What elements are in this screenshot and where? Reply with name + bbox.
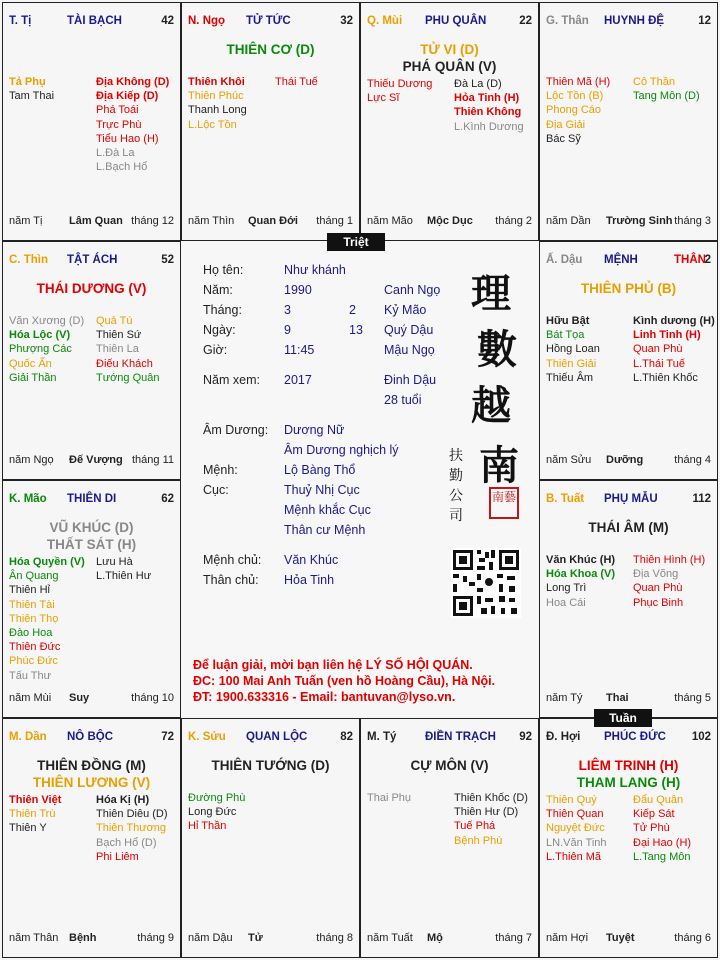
sub-char-1: 扶 (449, 448, 463, 464)
palace-branch: C. Thìn (9, 254, 48, 266)
minor-star: Quan Phù (633, 582, 683, 595)
palace-month: tháng 4 (674, 454, 711, 466)
minor-stars-left (367, 77, 432, 105)
palace-month: tháng 9 (137, 932, 174, 944)
main-stars (540, 280, 717, 297)
palace-mui (360, 2, 539, 241)
palace-header (546, 15, 711, 31)
minor-star: Nguyệt Đức (546, 822, 605, 835)
minor-star: Hồng Loan (546, 343, 600, 356)
palace-header (9, 731, 174, 747)
palace-branch: N. Ngọ (188, 15, 226, 27)
menh-label: Mệnh: (203, 463, 238, 477)
main-star: THIÊN TƯỚNG (D) (211, 758, 330, 773)
contact-address: ĐC: 100 Mai Anh Tuấn (ven hồ Hoàng Cầu), Hà Nội. (193, 674, 496, 688)
palace-age: 32 (340, 15, 353, 27)
minor-star: L.Thiên Khốc (633, 371, 698, 384)
red-seal: 南藝 (489, 487, 519, 519)
view-year-can-chi: Đinh Dậu (384, 373, 437, 387)
minor-star: Lưu Hà (96, 556, 133, 568)
am-duong-value: Dương Nữ (284, 423, 345, 437)
minor-stars-left (9, 314, 84, 385)
palace-month: tháng 2 (495, 215, 532, 227)
palace-footer (367, 215, 532, 229)
minor-star: Tuế Phá (454, 820, 496, 833)
view-year-value: 2017 (284, 373, 312, 387)
minor-star: Tang Môn (D) (633, 90, 700, 103)
palace-age: 52 (161, 254, 174, 266)
palace-age: 22 (519, 15, 532, 27)
minor-star: Hóa Kị (H) (96, 794, 150, 806)
contact-line-1: Để luận giải, mời bạn liên hệ LÝ SỐ HỘI QUÁN. (193, 658, 473, 672)
minor-star: Thanh Long (188, 104, 247, 117)
palace-age: 82 (340, 731, 353, 743)
cuc-note-2: Thân cư Mệnh (284, 523, 366, 537)
main-star: THÁI ÂM (M) (588, 520, 669, 535)
minor-stars-right (275, 75, 318, 89)
palace-header (9, 254, 174, 270)
palace-thin (2, 241, 181, 480)
minor-star: Thiếu Âm (546, 371, 594, 384)
palace-name: TẬT ÁCH (67, 254, 118, 266)
minor-star: Hỏa Tinh (H) (454, 92, 520, 105)
palace-year: năm Dậu (188, 932, 233, 944)
minor-stars-right (96, 793, 168, 864)
minor-star: Kình dương (H) (633, 315, 715, 327)
palace-suu (181, 718, 360, 958)
palace-month: tháng 8 (316, 932, 353, 944)
palace-dan (2, 718, 181, 958)
minor-star: L.Kình Dương (454, 120, 524, 133)
calligraphy-char-1: 理 (471, 270, 511, 317)
calligraphy-char-4: 南 (479, 442, 519, 489)
palace-year: năm Ngọ (9, 454, 54, 466)
than-marker: THÂN (674, 254, 706, 266)
palace-header (546, 731, 711, 747)
minor-star: Phục Binh (633, 596, 684, 609)
minor-star: Thiên Khôi (188, 76, 245, 88)
minor-star: Phúc Đức (9, 655, 58, 668)
minor-star: Tấu Thư (9, 669, 52, 682)
palace-year: năm Hợi (546, 932, 589, 944)
minor-star: Tả Phụ (9, 76, 46, 88)
life-stage: Lâm Quan (69, 215, 123, 227)
minor-star: Thiên Tài (9, 598, 55, 611)
palace-name: PHU QUÂN (425, 15, 487, 27)
palace-branch: G. Thân (546, 15, 589, 27)
minor-star: Thiên Quý (546, 794, 597, 806)
minor-stars-right (633, 553, 705, 610)
minor-star: Hỉ Thần (188, 820, 227, 833)
palace-branch: Q. Mùi (367, 15, 403, 27)
minor-star: Thiên Mã (H) (546, 76, 611, 88)
minor-stars-left (546, 314, 600, 385)
palace-header (188, 731, 353, 747)
minor-star: LN.Văn Tinh (546, 836, 607, 849)
palace-year: năm Dần (546, 215, 591, 227)
minor-stars-left (546, 793, 607, 864)
life-stage: Tuyệt (606, 932, 635, 944)
minor-stars-left (9, 555, 85, 683)
palace-header (9, 15, 174, 31)
minor-star: Thiên Hư (D) (454, 806, 519, 819)
minor-star: Thiên Hình (H) (633, 554, 706, 566)
minor-stars-right (96, 555, 151, 583)
life-stage: Quan Đới (248, 215, 298, 227)
minor-star: L.Đà La (96, 147, 135, 160)
palace-footer (546, 692, 711, 706)
day-lunar: 13 (349, 323, 363, 337)
palace-branch: K. Mão (9, 493, 47, 505)
main-star: VŨ KHÚC (D) (49, 520, 134, 535)
palace-footer (188, 932, 353, 946)
minor-star: Cô Thần (633, 76, 675, 88)
palace-age: 112 (692, 493, 711, 505)
palace-ty (360, 718, 539, 958)
palace-name: TỬ TỨC (246, 15, 291, 27)
palace-year: năm Mão (367, 215, 413, 227)
minor-star: Hóa Quyền (V) (9, 556, 85, 568)
minor-star: Bác Sỹ (546, 132, 581, 145)
minor-star: Quả Tú (96, 315, 133, 327)
year-can-chi: Canh Ngọ (384, 283, 441, 297)
life-stage: Mộc Dục (427, 215, 473, 227)
palace-month: tháng 5 (674, 692, 711, 704)
day-value: 9 (284, 323, 291, 337)
minor-stars-right (633, 314, 715, 385)
minor-star: Linh Tinh (H) (633, 329, 701, 342)
palace-name: HUYNH ĐỆ (604, 15, 665, 27)
minor-star: Giải Thần (9, 371, 57, 384)
palace-branch: Ấ. Dậu (546, 254, 583, 266)
year-value: 1990 (284, 283, 312, 297)
palace-month: tháng 1 (316, 215, 353, 227)
month-can-chi: Kỷ Mão (384, 303, 427, 317)
minor-star: Thiên Khốc (D) (454, 792, 528, 804)
minor-star: Địa Giải (546, 118, 586, 131)
life-stage: Đế Vượng (69, 454, 123, 466)
hour-can-chi: Mậu Ngọ (384, 343, 435, 357)
minor-star: Thái Tuế (275, 76, 318, 88)
life-stage: Dưỡng (606, 454, 644, 466)
minor-star: Hóa Lộc (V) (9, 329, 71, 342)
minor-star: Thiên Giải (546, 357, 597, 370)
palace-branch: Đ. Hợi (546, 731, 581, 743)
minor-star: Đại Hao (H) (633, 836, 692, 849)
minor-star: Điếu Khách (96, 357, 153, 370)
menh-chu-value: Văn Khúc (284, 553, 339, 567)
minor-star: Bát Tọa (546, 329, 585, 342)
palace-name: PHỤ MẪU (604, 493, 658, 505)
contact-info (193, 657, 533, 705)
minor-star: L.Thiên Hư (96, 570, 152, 583)
minor-star: Thiên Quan (546, 808, 604, 821)
minor-star: Phá Toái (96, 104, 139, 117)
main-star: THIÊN PHỦ (B) (580, 281, 677, 296)
palace-header (546, 254, 711, 270)
minor-stars-right (633, 793, 691, 864)
main-star: THIÊN LƯƠNG (V) (32, 775, 151, 790)
palace-ti (2, 2, 181, 241)
palace-year: năm Tị (9, 215, 43, 227)
palace-branch: T. Tị (9, 15, 32, 27)
palace-year: năm Tuất (367, 932, 413, 944)
month-value: 3 (284, 303, 291, 317)
hour-label: Giờ: (203, 343, 228, 357)
minor-star: Quan Phù (633, 343, 683, 356)
main-star: THIÊN CƠ (D) (226, 42, 315, 57)
palace-header (367, 15, 532, 31)
main-star: THIÊN ĐỒNG (M) (37, 758, 146, 773)
minor-star: Phi Liêm (96, 850, 139, 863)
year-label: Năm: (203, 283, 233, 297)
palace-month: tháng 7 (495, 932, 532, 944)
minor-stars-right (633, 75, 700, 103)
main-stars (540, 519, 717, 536)
minor-star: Tử Phù (633, 822, 670, 835)
minor-star: Địa Không (D) (96, 76, 170, 88)
minor-stars-right (454, 77, 524, 134)
minor-star: Địa Võng (633, 568, 679, 581)
minor-star: L.Bạch Hổ (96, 161, 148, 174)
life-stage: Trường Sinh (606, 215, 673, 227)
minor-star: Kiếp Sát (633, 808, 675, 821)
sub-char-3: 公 (449, 488, 463, 504)
minor-star: L.Tang Môn (633, 850, 691, 863)
minor-star: Địa Kiếp (D) (96, 90, 159, 103)
palace-month: tháng 6 (674, 932, 711, 944)
minor-star: L.Lộc Tồn (188, 118, 237, 131)
palace-tuat (539, 480, 718, 718)
name-value: Như khánh (284, 263, 346, 277)
main-star: PHÁ QUÂN (V) (402, 59, 497, 74)
minor-stars-left (9, 793, 61, 836)
minor-star: Văn Xương (D) (9, 315, 85, 327)
sub-char-4: 司 (449, 508, 463, 524)
palace-header (367, 731, 532, 747)
minor-star: L.Thái Tuế (633, 357, 685, 370)
palace-age: 12 (698, 15, 711, 27)
palace-age: 72 (161, 731, 174, 743)
minor-stars-left (9, 75, 54, 103)
life-stage: Thai (606, 692, 629, 704)
than-chu-label: Thân chủ: (203, 573, 259, 587)
palace-name: NÔ BỘC (67, 731, 113, 743)
minor-stars-right (96, 314, 160, 385)
main-star: THÁI DƯƠNG (V) (36, 281, 147, 296)
palace-month: tháng 12 (131, 215, 174, 227)
minor-star: Đẩu Quân (633, 794, 684, 806)
palace-branch: M. Tý (367, 731, 397, 743)
minor-star: Hữu Bật (546, 315, 590, 327)
minor-stars-right (96, 75, 169, 174)
minor-star: Long Đức (188, 806, 237, 819)
minor-star: Phượng Các (9, 343, 72, 356)
minor-star: Lộc Tồn (B) (546, 90, 604, 103)
main-stars (3, 519, 180, 553)
palace-age: 42 (161, 15, 174, 27)
minor-stars-left (367, 791, 411, 805)
main-stars (3, 280, 180, 297)
palace-footer (546, 932, 711, 946)
palace-dau (539, 241, 718, 480)
minor-star: Tiểu Hao (H) (96, 132, 159, 145)
palace-name: TÀI BẠCH (67, 15, 122, 27)
palace-than (539, 2, 718, 241)
minor-star: Thiên Không (454, 106, 522, 119)
month-lunar: 2 (349, 303, 356, 317)
minor-stars-left (188, 75, 247, 132)
minor-star: Thiên Thọ (9, 612, 59, 625)
palace-age: 62 (161, 493, 174, 505)
palace-footer (9, 454, 174, 468)
main-star: LIÊM TRINH (H) (578, 758, 679, 773)
palace-branch: K. Sửu (188, 731, 226, 743)
center-info-panel (181, 241, 539, 718)
life-stage: Tử (248, 932, 263, 944)
main-star: THẤT SÁT (H) (46, 537, 137, 552)
sub-char-2: 勤 (449, 468, 463, 484)
minor-star: Trực Phù (96, 118, 142, 131)
minor-star: Ân Quang (9, 570, 59, 583)
palace-branch: M. Dần (9, 731, 47, 743)
minor-star: Thiên Diêu (D) (96, 808, 168, 821)
main-stars (361, 757, 538, 774)
minor-stars-left (188, 791, 245, 834)
menh-value: Lộ Bàng Thổ (284, 463, 356, 477)
palace-footer (546, 454, 711, 468)
palace-branch: B. Tuất (546, 493, 585, 505)
palace-month: tháng 3 (674, 215, 711, 227)
minor-star: Thiên Trù (9, 808, 56, 821)
minor-stars-right (454, 791, 528, 848)
palace-hoi (539, 718, 718, 958)
minor-star: Thiên Sứ (96, 329, 142, 342)
minor-star: Thiên Đức (9, 641, 61, 654)
palace-footer (9, 932, 174, 946)
palace-year: năm Tý (546, 692, 583, 704)
am-duong-note: Âm Dương nghịch lý (284, 443, 399, 457)
minor-star: Bạch Hổ (D) (96, 836, 157, 849)
palace-ngo (181, 2, 360, 241)
am-duong-label: Âm Dương: (203, 423, 269, 437)
hour-value: 11:45 (284, 343, 315, 357)
minor-star: Thiên Hỉ (9, 584, 50, 597)
palace-year: năm Thân (9, 932, 59, 944)
minor-star: Phong Cáo (546, 104, 602, 117)
palace-name: MỆNH (604, 254, 638, 266)
minor-star: Lực Sĩ (367, 92, 400, 105)
minor-star: Thiên Thương (96, 822, 167, 835)
palace-mao (2, 480, 181, 718)
minor-star: Thiên Y (9, 822, 47, 835)
minor-star: Đào Hoa (9, 627, 53, 640)
main-stars (540, 757, 717, 791)
minor-star: Thiếu Dương (367, 78, 433, 90)
palace-footer (188, 215, 353, 229)
life-stage: Suy (69, 692, 90, 704)
palace-footer (367, 932, 532, 946)
main-star: CỰ MÔN (V) (410, 758, 489, 773)
main-stars (361, 41, 538, 75)
minor-star: Thai Phụ (367, 792, 412, 804)
palace-age: 2 (704, 254, 711, 266)
palace-header (188, 15, 353, 31)
day-can-chi: Quý Dậu (384, 323, 434, 337)
minor-star: Bệnh Phù (454, 834, 503, 847)
qr-code-icon (451, 548, 521, 618)
palace-age: 102 (691, 731, 711, 743)
triet-tag: Triệt (327, 233, 385, 251)
tuan-tag: Tuần (594, 709, 652, 727)
life-stage: Mộ (427, 932, 443, 944)
palace-footer (9, 215, 174, 229)
minor-star: Long Trì (546, 582, 587, 595)
main-star: TỬ VI (D) (420, 42, 479, 57)
cuc-label: Cục: (203, 483, 229, 497)
calligraphy-char-2: 數 (477, 326, 517, 373)
palace-name: THIÊN DI (67, 493, 117, 505)
view-year-label: Năm xem: (203, 373, 260, 387)
minor-star: Đà La (D) (454, 78, 502, 90)
cuc-note-1: Mệnh khắc Cục (284, 503, 371, 517)
cuc-value: Thuỷ Nhị Cục (284, 483, 360, 497)
main-star: THAM LANG (H) (576, 775, 681, 790)
minor-star: Hóa Khoa (V) (546, 568, 616, 581)
than-chu-value: Hỏa Tinh (284, 573, 335, 587)
palace-name: QUAN LỘC (246, 731, 308, 743)
minor-star: Đường Phù (188, 792, 246, 804)
palace-name: PHÚC ĐỨC (604, 731, 666, 743)
palace-year: năm Thìn (188, 215, 235, 227)
main-stars (3, 757, 180, 791)
palace-footer (546, 215, 711, 229)
palace-header (9, 493, 174, 509)
name-label: Họ tên: (203, 263, 244, 277)
minor-stars-left (546, 75, 610, 146)
age-value: 28 tuổi (384, 393, 422, 407)
minor-star: Thiên La (96, 343, 139, 356)
minor-star: Quốc Ấn (9, 357, 52, 370)
palace-header (546, 493, 711, 509)
palace-name: ĐIỀN TRẠCH (425, 731, 496, 743)
life-stage: Bệnh (69, 932, 97, 944)
palace-month: tháng 10 (131, 692, 174, 704)
day-label: Ngày: (203, 323, 236, 337)
contact-phone-email: ĐT: 1900.633316 - Email: bantuvan@lyso.vn. (193, 690, 456, 704)
menh-chu-label: Mệnh chủ: (203, 553, 262, 567)
calligraphy-char-3: 越 (471, 382, 511, 429)
month-label: Tháng: (203, 303, 242, 317)
minor-star: Hoa Cái (546, 596, 586, 609)
minor-star: Tam Thai (9, 90, 55, 103)
minor-star: Thiên Phúc (188, 90, 244, 103)
palace-month: tháng 11 (131, 454, 174, 466)
palace-year: năm Mùi (9, 692, 52, 704)
main-stars (182, 41, 359, 58)
minor-star: Thiên Việt (9, 794, 62, 806)
palace-year: năm Sửu (546, 454, 592, 466)
main-stars (182, 757, 359, 774)
minor-stars-left (546, 553, 615, 610)
minor-star: Văn Khúc (H) (546, 554, 616, 566)
palace-age: 92 (519, 731, 532, 743)
palace-footer (9, 692, 174, 706)
minor-star: Tướng Quân (96, 371, 160, 384)
minor-star: L.Thiên Mã (546, 850, 602, 863)
